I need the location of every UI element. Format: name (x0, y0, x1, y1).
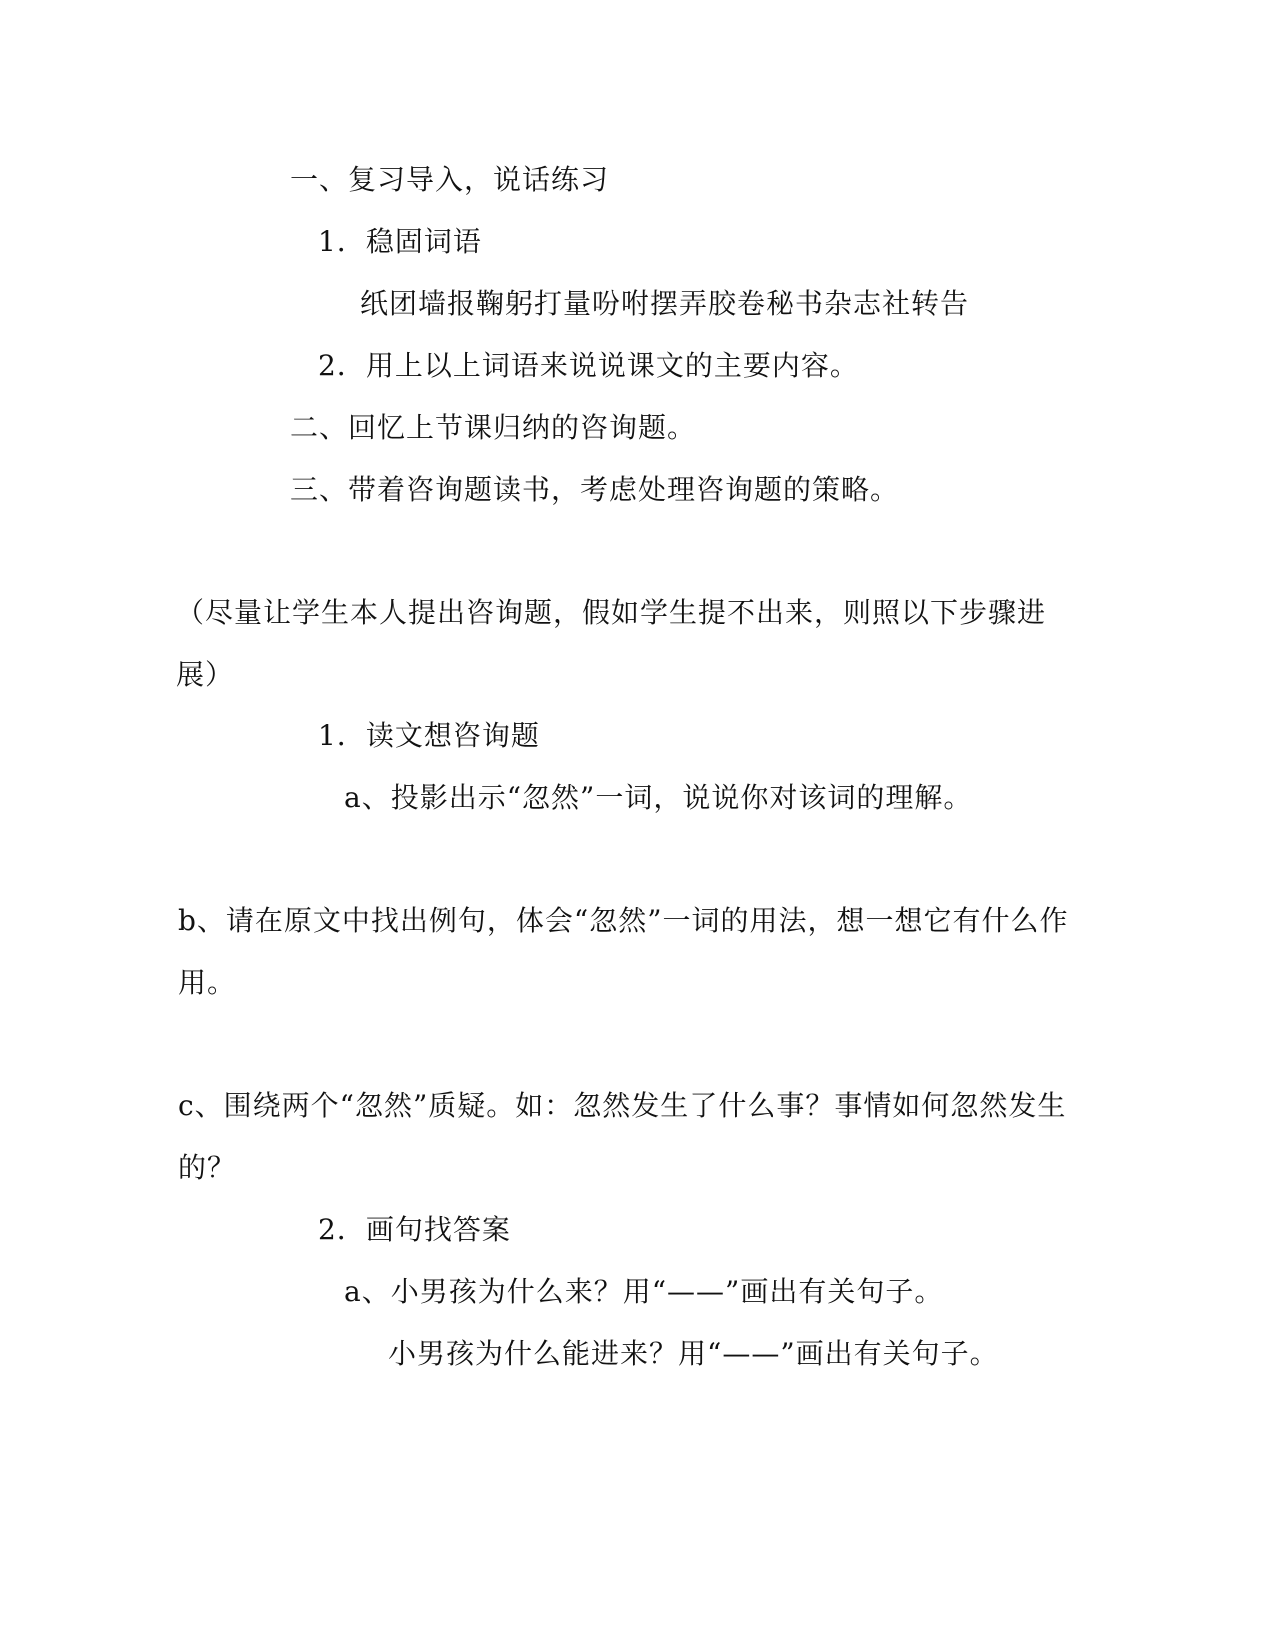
note-paragraph-line-1: （尽量让学生本人提出咨询题，假如学生提不出来，则照以下步骤进 (176, 596, 1047, 629)
sub-item-b-line-1: b、请在原文中找出例句，体会“忽然”一词的用法，想一想它有什么作 (178, 904, 1069, 937)
sub-item-a: a、投影出示“忽然”一词，说说你对该词的理解。 (344, 781, 973, 814)
section-heading-3: 三、带着咨询题读书，考虑处理咨询题的策略。 (290, 473, 900, 506)
section-heading-1: 一、复习导入，说话练习 (290, 163, 610, 196)
vocabulary-words: 纸团墙报鞠躬打量吩咐摆弄胶卷秘书杂志社转告 (360, 287, 970, 320)
list-item-3-2: 2．画句找答案 (318, 1213, 511, 1246)
list-item-1-2: 2．用上以上词语来说说课文的主要内容。 (318, 349, 859, 382)
sub-item-c-line-2: 的？ (178, 1151, 237, 1184)
note-paragraph-line-2: 展） (176, 658, 235, 691)
sub-item-2a: a、小男孩为什么来？用“——”画出有关句子。 (344, 1275, 944, 1308)
list-item-1-1: 1．稳固词语 (318, 225, 482, 258)
sub-item-b-line-2: 用。 (178, 966, 237, 999)
list-item-3-1: 1．读文想咨询题 (318, 719, 540, 752)
sub-item-c-line-1: c、围绕两个“忽然”质疑。如：忽然发生了什么事？事情如何忽然发生 (178, 1089, 1067, 1122)
section-heading-2: 二、回忆上节课归纳的咨询题。 (290, 411, 697, 444)
sub-item-2a-continued: 小男孩为什么能进来？用“——”画出有关句子。 (388, 1337, 999, 1370)
